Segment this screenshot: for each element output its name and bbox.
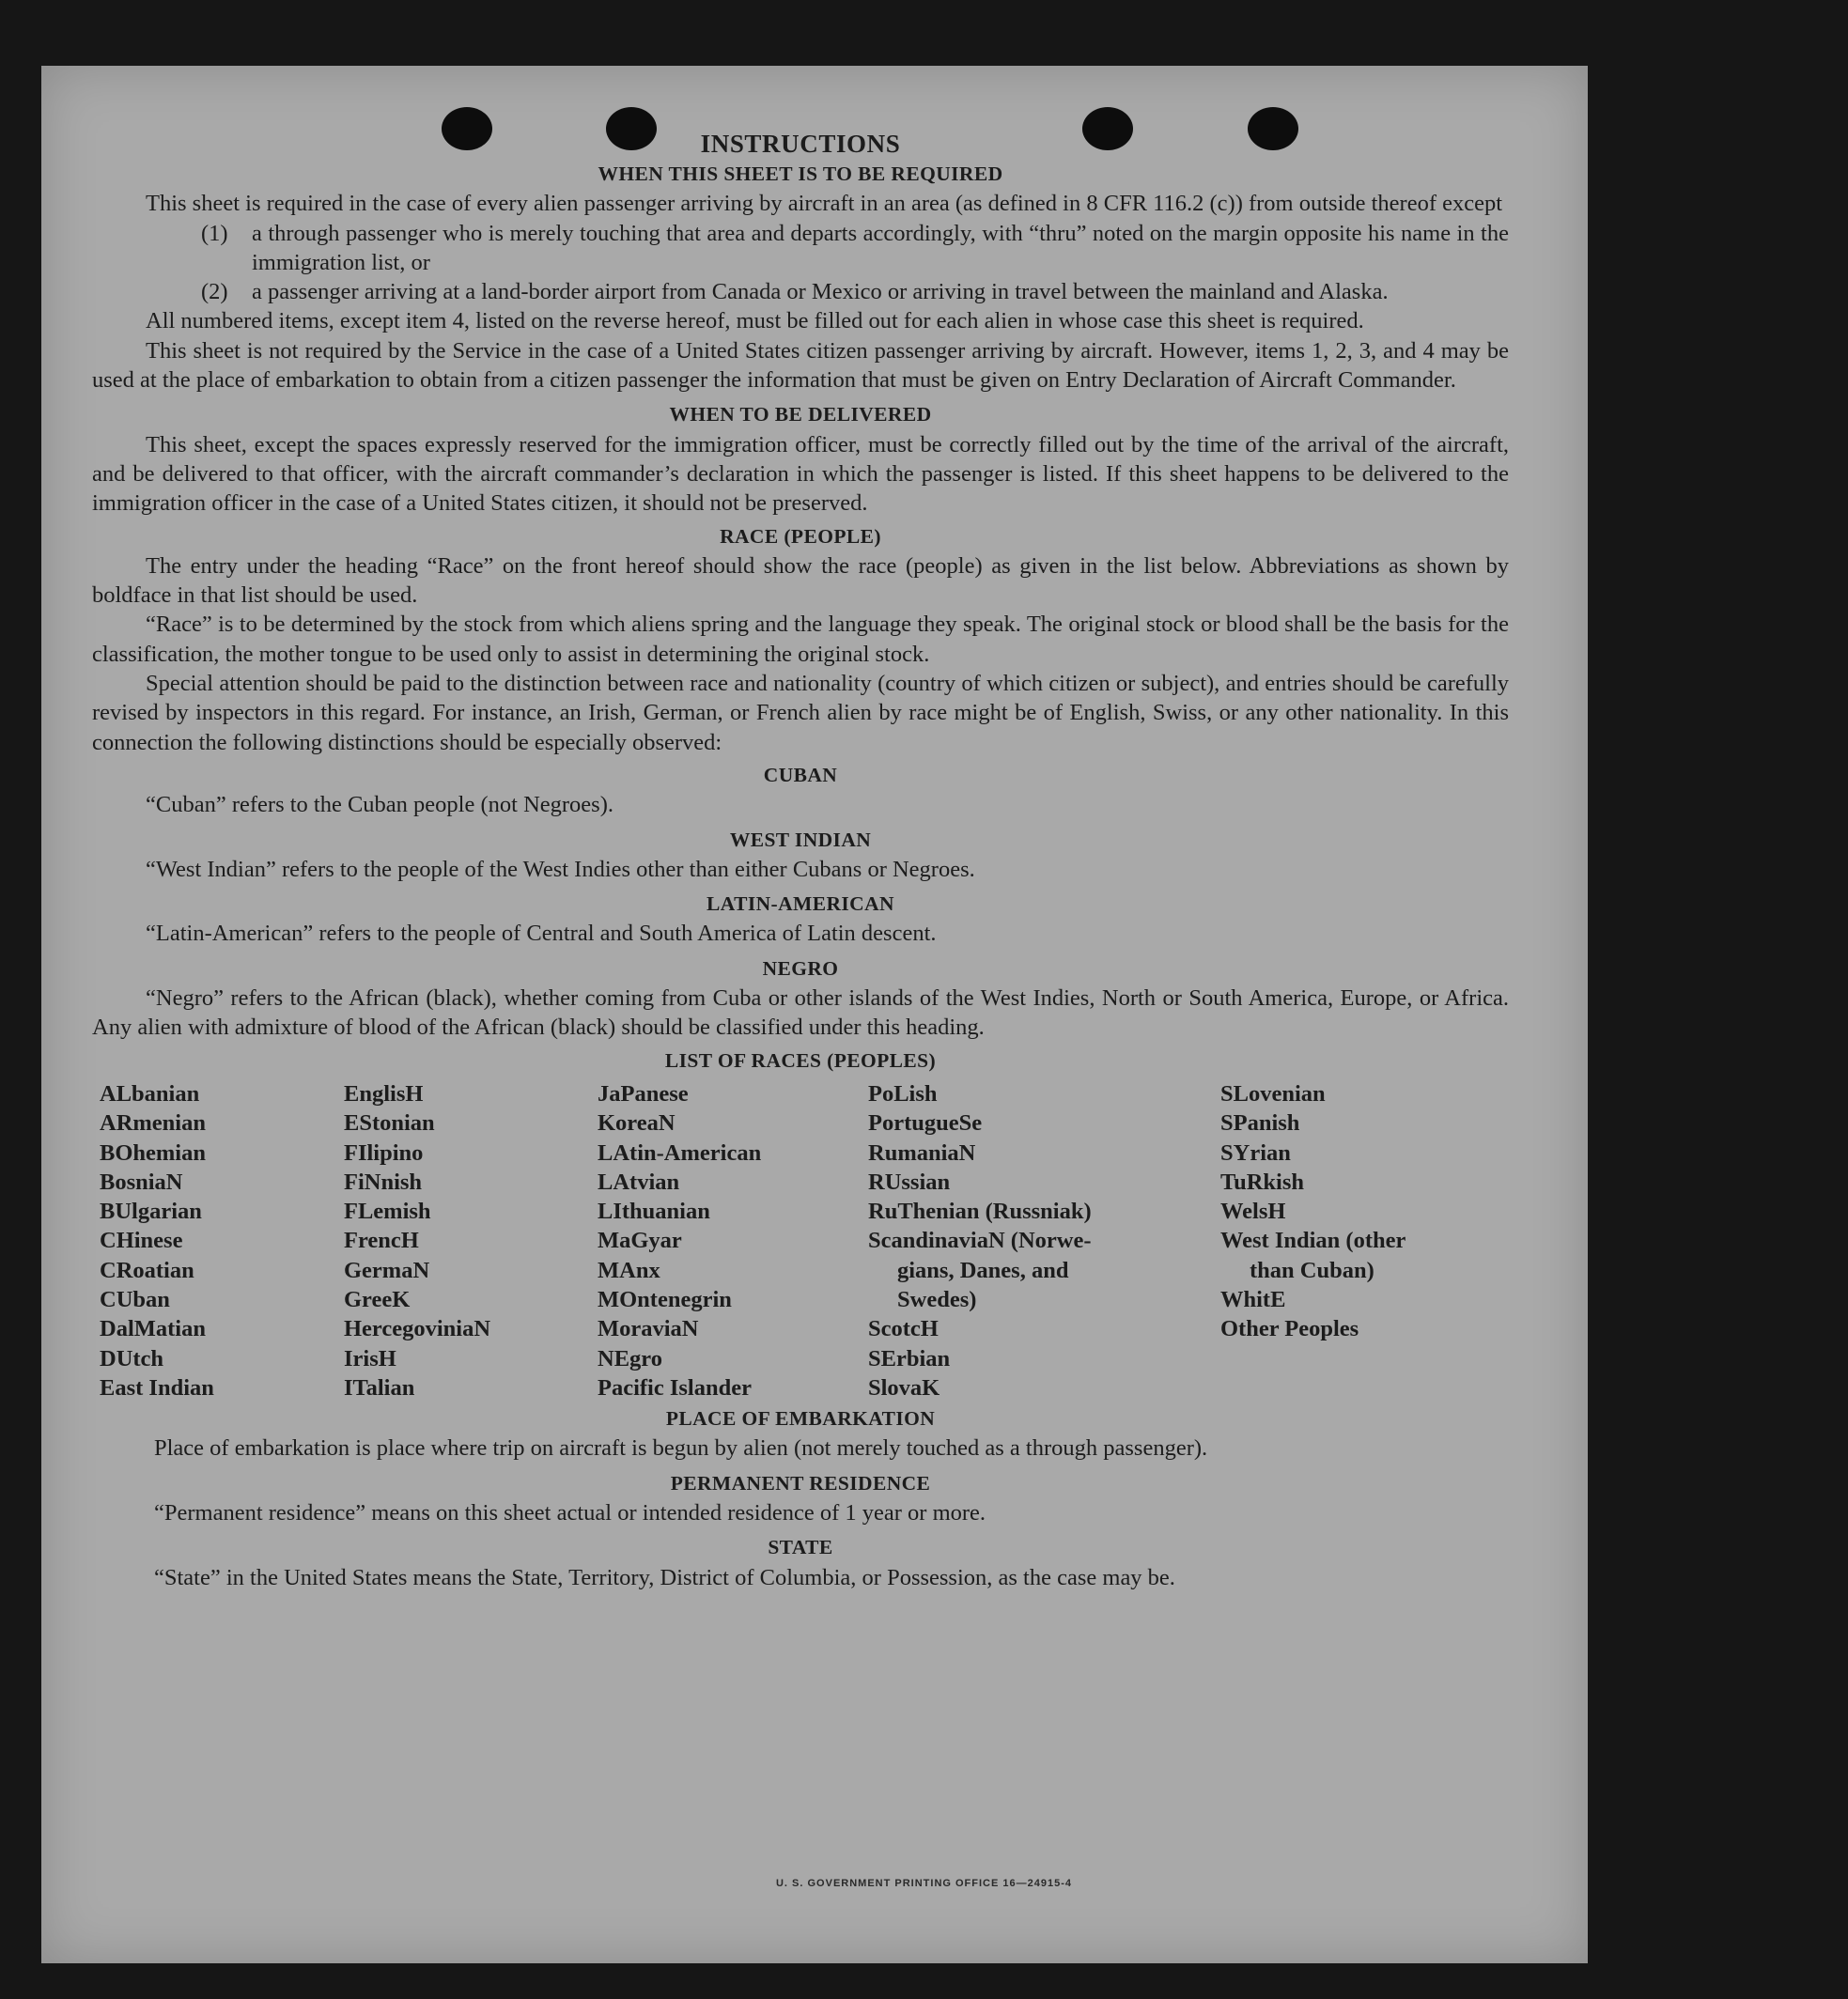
race-entry: Swedes) xyxy=(897,1286,977,1312)
race-entry: RUssian xyxy=(868,1169,951,1195)
paragraph: “Cuban” refers to the Cuban people (not Negroes). xyxy=(146,792,613,818)
section-heading: LATIN-AMERICAN xyxy=(707,892,894,916)
race-entry: FLemish xyxy=(344,1199,431,1225)
race-entry: WhitE xyxy=(1220,1286,1286,1312)
exception-item xyxy=(92,219,1509,278)
race-entry: West Indian (other xyxy=(1220,1228,1406,1254)
race-entry: BOhemian xyxy=(100,1139,206,1166)
paragraph: “State” in the United States means the State, Territory, District of Columbia, or Possession, as the case may be. xyxy=(154,1564,1175,1590)
paragraph: “West Indian” refers to the people of the West Indies other than either Cubans or Negroes. xyxy=(146,856,975,882)
race-entry: SLovenian xyxy=(1220,1080,1326,1107)
race-entry: East Indian xyxy=(100,1374,214,1401)
races-column xyxy=(344,1079,598,1402)
races-column xyxy=(1220,1079,1516,1402)
race-entry: FIlipino xyxy=(344,1139,424,1166)
race-entry: than Cuban) xyxy=(1250,1257,1374,1283)
section-heading: PERMANENT RESIDENCE xyxy=(670,1471,931,1495)
race-entry: LAtin-American xyxy=(598,1139,762,1166)
races-column xyxy=(598,1079,868,1402)
section-heading: RACE (PEOPLE) xyxy=(720,524,881,548)
race-entry: Other Peoples xyxy=(1220,1316,1359,1342)
paragraph: “Permanent residence” means on this sheet actual or intended residence of 1 year or more. xyxy=(154,1500,986,1526)
races-column xyxy=(100,1079,344,1402)
section-heading: WHEN TO BE DELIVERED xyxy=(669,403,932,426)
item-number: (1) xyxy=(201,220,228,246)
race-entry: ALbanian xyxy=(100,1080,200,1107)
race-entry: DUtch xyxy=(100,1345,164,1371)
race-entry: TuRkish xyxy=(1220,1169,1305,1195)
section-heading: STATE xyxy=(768,1536,833,1559)
section-heading: LIST OF RACES (PEOPLES) xyxy=(664,1048,937,1072)
race-entry: PoLish xyxy=(868,1080,938,1107)
race-entry: WelsH xyxy=(1220,1199,1286,1225)
race-entry: MOntenegrin xyxy=(598,1286,732,1312)
race-entry: MAnx xyxy=(598,1257,660,1283)
races-column xyxy=(868,1079,1220,1402)
race-entry: CHinese xyxy=(100,1228,183,1254)
race-entry: KoreaN xyxy=(598,1110,676,1137)
race-entry: IrisH xyxy=(344,1345,396,1371)
paragraph: This sheet is required in the case of every alien passenger arriving by aircraft in an area (as defined in 8 CFR 116.2 (c)) from outside thereof except xyxy=(146,191,1503,217)
race-entry: ScandinaviaN (Norwe- xyxy=(868,1228,1092,1254)
race-entry: HercegoviniaN xyxy=(344,1316,491,1342)
exception-item xyxy=(92,277,1509,306)
race-entry: ARmenian xyxy=(100,1110,206,1137)
race-entry: BosniaN xyxy=(100,1169,183,1195)
race-entry: SlovaK xyxy=(868,1374,940,1401)
race-entry: SPanish xyxy=(1220,1110,1300,1137)
paragraph: Special attention should be paid to the distinction between race and nationality (country of which citizen or subject), and entries should be carefully revised by inspectors in this regard. For instance, an Irish, German, or French alien by race might be of English, Swiss, or any other nationality. In this connection the following distinctions should be especially observed: xyxy=(92,671,1509,755)
race-entry: RuThenian (Russniak) xyxy=(868,1199,1092,1225)
race-entry: DalMatian xyxy=(100,1316,206,1342)
section-heading: WHEN THIS SHEET IS TO BE REQUIRED xyxy=(598,163,1003,185)
paragraph: All numbered items, except item 4, listed on the reverse hereof, must be filled out for each alien in whose case this sheet is required. xyxy=(146,308,1364,334)
item-text: a passenger arriving at a land-border airport from Canada or Mexico or arriving in travel between the mainland and Alaska. xyxy=(252,279,1389,305)
race-entry: RumaniaN xyxy=(868,1139,976,1166)
page-title: INSTRUCTIONS xyxy=(700,130,901,158)
race-entry: Pacific Islander xyxy=(598,1374,752,1401)
race-entry: EnglisH xyxy=(344,1080,424,1107)
item-text: a through passenger who is merely touching that area and departs accordingly, with “thru” noted on the margin opposite his name in the immigration list, or xyxy=(252,220,1509,275)
race-entry: gians, Danes, and xyxy=(897,1257,1069,1283)
race-entry: LAtvian xyxy=(598,1169,680,1195)
instructions-body xyxy=(92,128,1509,1592)
printing-office-footer: U. S. GOVERNMENT PRINTING OFFICE 16—24915-4 xyxy=(775,1878,1072,1889)
races-list xyxy=(100,1079,1509,1402)
paragraph: “Race” is to be determined by the stock from which aliens spring and the language they speak. The original stock or blood shall be the basis for the classification, the mother tongue to be used only to assist in determining the original stock. xyxy=(92,612,1509,667)
race-entry: EStonian xyxy=(344,1110,435,1137)
race-entry: ITalian xyxy=(344,1374,415,1401)
section-heading: NEGRO xyxy=(762,956,839,980)
paragraph: Place of embarkation is place where trip on aircraft is begun by alien (not merely touched as a through passenger). xyxy=(154,1435,1208,1462)
race-entry: FiNnish xyxy=(344,1169,423,1195)
section-heading: PLACE OF EMBARKATION xyxy=(665,1407,936,1431)
section-heading: WEST INDIAN xyxy=(729,828,872,851)
race-entry: SErbian xyxy=(868,1345,951,1371)
paragraph: This sheet, except the spaces expressly reserved for the immigration officer, must be correctly filled out by the time of the arrival of the aircraft, and be delivered to that officer, with the aircraft commander’s declaration in which the passenger is listed. If this sheet happens to be delivered to the immigration officer in the case of a United States citizen, it should not be preserved. xyxy=(92,431,1509,517)
race-entry: GermaN xyxy=(344,1257,430,1283)
race-entry: LIthuanian xyxy=(598,1199,710,1225)
race-entry: FrencH xyxy=(344,1228,419,1254)
race-entry: ScotcH xyxy=(868,1316,939,1342)
item-number: (2) xyxy=(201,279,228,305)
race-entry: GreeK xyxy=(344,1286,411,1312)
section-heading: CUBAN xyxy=(763,763,838,786)
paragraph: “Negro” refers to the African (black), whether coming from Cuba or other islands of the West Indies, North or South America, Europe, or Africa. Any alien with admixture of blood of the African (black) should be classified under this heading. xyxy=(92,985,1509,1041)
paragraph: “Latin-American” refers to the people of Central and South America of Latin descent. xyxy=(146,921,937,947)
race-entry: JaPanese xyxy=(598,1080,689,1107)
race-entry: CUban xyxy=(100,1286,170,1312)
race-entry: NEgro xyxy=(598,1345,662,1371)
race-entry: PortugueSe xyxy=(868,1110,983,1137)
race-entry: SYrian xyxy=(1220,1139,1291,1166)
paragraph: This sheet is not required by the Service in the case of a United States citizen passenger arriving by aircraft. However, items 1, 2, 3, and 4 may be used at the place of embarkation to obtain from a citizen passenger the information that must be given on Entry Declaration of Aircraft Commander. xyxy=(92,337,1509,394)
paragraph: The entry under the heading “Race” on the front hereof should show the race (people) as given in the list below. Abbreviations as shown by boldface in that list should be used. xyxy=(92,552,1509,609)
race-entry: MaGyar xyxy=(598,1228,682,1254)
race-entry: CRoatian xyxy=(100,1257,194,1283)
race-entry: MoraviaN xyxy=(598,1316,699,1342)
race-entry: BUlgarian xyxy=(100,1199,202,1225)
